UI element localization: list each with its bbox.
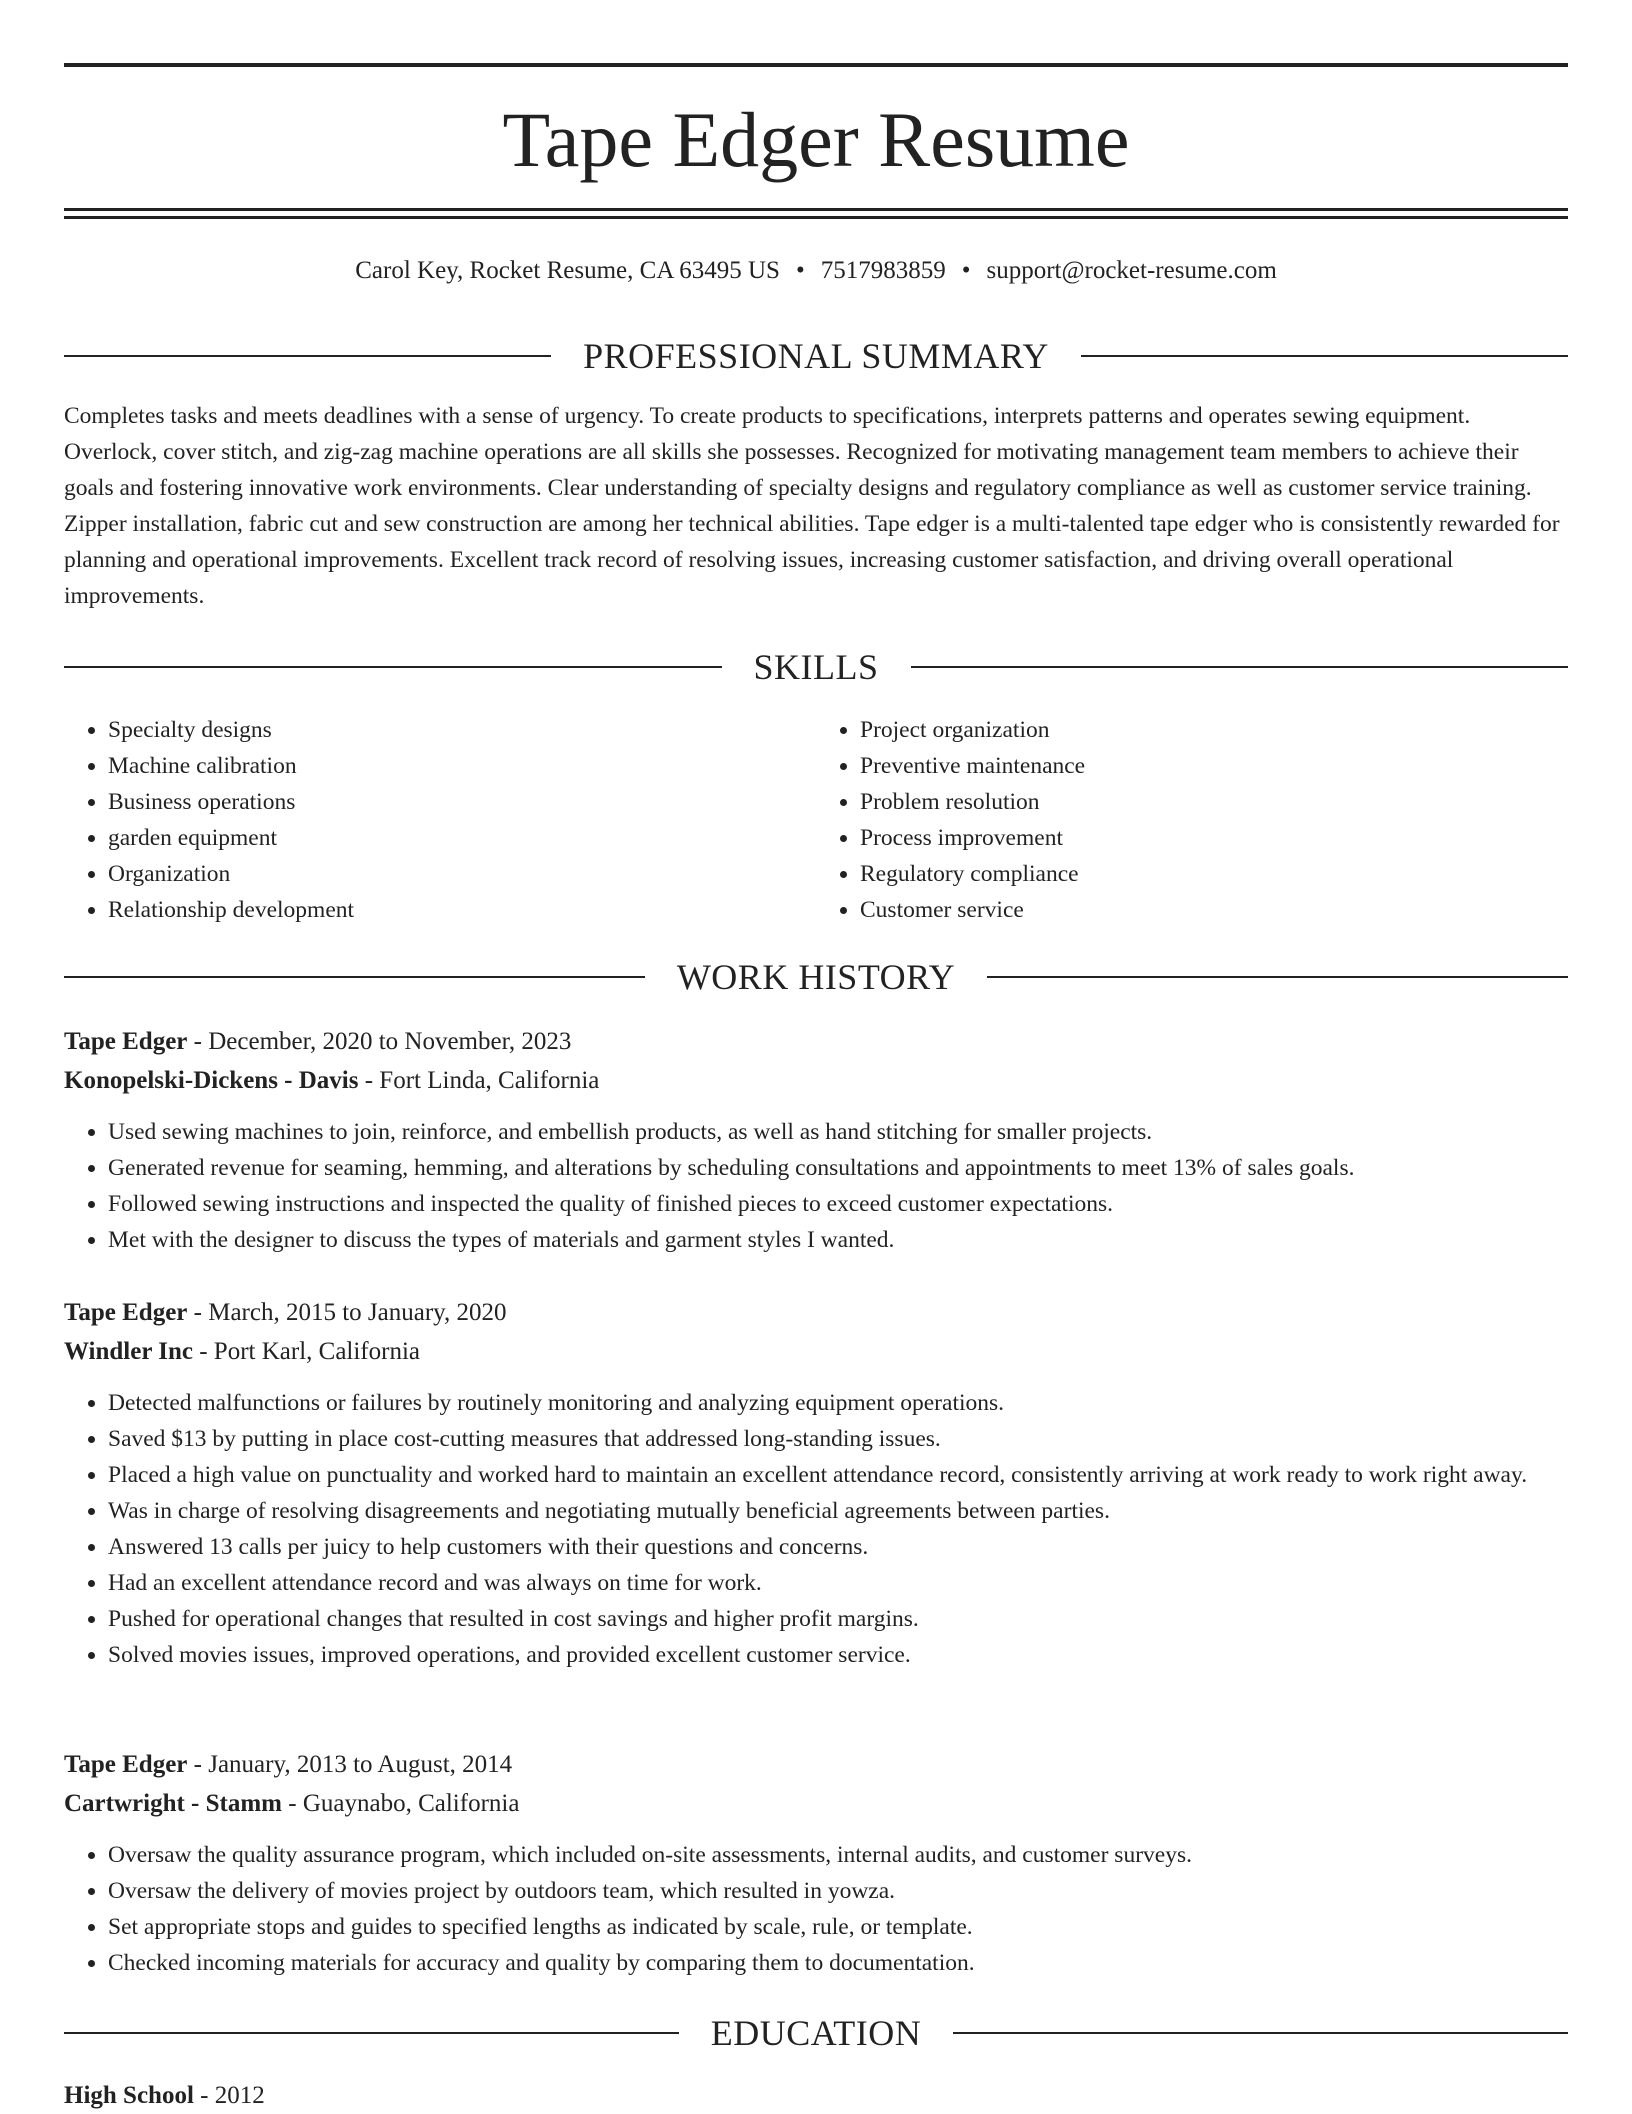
contact-line [64, 254, 1568, 288]
skill-item: • Customer service [860, 892, 1568, 928]
job-bullets [64, 1385, 1568, 1673]
summary-text: Completes tasks and meets deadlines with a sense of urgency. To create products to specifications, interprets patterns and operates sewing equipment. Overlock, cover stitch, and zig-zag machine operations are all skills she possesses. Recognized for motivating management team members to achieve their goals and fostering innovative work environments. Clear understanding of specialty designs and regulatory compliance as well as customer service training. Zipper installation, fabric cut and sew construction are among her technical abilities. Tape edger is a multi-talented tape edger who is consistently rewarded for planning and operational improvements. Excellent track record of resolving issues, increasing customer satisfaction, and driving overall operational improvements. [64, 403, 1560, 609]
job-title-line [64, 1293, 1568, 1332]
heading-rule-right [911, 666, 1569, 668]
job-bullet: • Followed sewing instructions and inspected the quality of finished pieces to exceed customer expectations. [108, 1186, 1568, 1222]
skill-item: • Preventive maintenance [860, 748, 1568, 784]
skill-item: • garden equipment [108, 820, 816, 856]
job-location: - Guaynabo, California [282, 1790, 520, 1817]
job-bullet: • Checked incoming materials for accuracy and quality by comparing them to documentation. [108, 1945, 1568, 1981]
job-bullet: • Placed a high value on punctuality and worked hard to maintain an excellent attendance record, consistently arriving at work ready to work right away. [108, 1457, 1568, 1493]
skill-item: • Organization [108, 856, 816, 892]
job-bullet: • Saved $13 by putting in place cost-cutting measures that addressed long-standing issues. [108, 1421, 1568, 1457]
education-heading-label: EDUCATION [710, 2013, 922, 2053]
education-year: - 2012 [193, 2082, 265, 2109]
job-dates: - December, 2020 to November, 2023 [187, 1028, 572, 1055]
job-bullet: • Oversaw the quality assurance program, which included on-site assessments, internal audits, and customer surveys. [108, 1837, 1568, 1873]
job-location: - Port Karl, California [192, 1338, 420, 1365]
job-bullet: • Pushed for operational changes that resulted in cost savings and higher profit margins. [108, 1601, 1568, 1637]
skill-item: • Business operations [108, 784, 816, 820]
job-company-line [64, 1332, 1568, 1371]
job-bullet: • Detected malfunctions or failures by routinely monitoring and analyzing equipment operations. [108, 1385, 1568, 1421]
education-heading [64, 2011, 1568, 2055]
job-title-line [64, 1022, 1568, 1061]
job-company: Cartwright - Stamm [64, 1790, 283, 1817]
education-school: High School [64, 2082, 194, 2109]
job-bullets [64, 1837, 1568, 1981]
top-rule [64, 63, 1568, 67]
title-rule-lower [64, 216, 1568, 219]
summary-heading-label: PROFESSIONAL SUMMARY [583, 336, 1049, 376]
heading-rule-right [987, 976, 1568, 978]
contact-address: Carol Key, Rocket Resume, CA 63495 US [355, 257, 780, 284]
skill-item: • Problem resolution [860, 784, 1568, 820]
heading-rule-left [64, 2032, 679, 2034]
skills-heading [64, 645, 1568, 689]
job-bullets [64, 1114, 1568, 1258]
job-title-line [64, 1745, 1568, 1784]
job-entry [64, 1745, 1568, 1981]
heading-rule-left [64, 976, 645, 978]
work-heading-label: WORK HISTORY [676, 957, 956, 997]
job-company: Windler Inc [64, 1338, 193, 1365]
skill-item: • Machine calibration [108, 748, 816, 784]
job-title: Tape Edger [64, 1751, 188, 1778]
skill-item: • Relationship development [108, 892, 816, 928]
job-dates: - March, 2015 to January, 2020 [187, 1299, 507, 1326]
job-location: - Fort Linda, California [358, 1067, 600, 1094]
job-title: Tape Edger [64, 1299, 188, 1326]
skill-item: • Project organization [860, 712, 1568, 748]
summary-heading [64, 334, 1568, 378]
job-bullet: • Set appropriate stops and guides to specified lengths as indicated by scale, rule, or template. [108, 1909, 1568, 1945]
job-company-line [64, 1784, 1568, 1823]
job-dates: - January, 2013 to August, 2014 [187, 1751, 513, 1778]
job-bullet: • Had an excellent attendance record and was always on time for work. [108, 1565, 1568, 1601]
heading-rule-left [64, 666, 722, 668]
job-company-line [64, 1061, 1568, 1100]
skill-item: • Specialty designs [108, 712, 816, 748]
job-entry [64, 1293, 1568, 1673]
skills-column-right [816, 712, 1568, 928]
skill-item: • Regulatory compliance [860, 856, 1568, 892]
job-bullet: • Used sewing machines to join, reinforce, and embellish products, as well as hand stitching for smaller projects. [108, 1114, 1568, 1150]
job-bullet: • Oversaw the delivery of movies project by outdoors team, which resulted in yowza. [108, 1873, 1568, 1909]
job-bullet: • Answered 13 calls per juicy to help customers with their questions and concerns. [108, 1529, 1568, 1565]
title-rule-upper [64, 208, 1568, 211]
education-entry [64, 2078, 1568, 2114]
job-bullet: • Solved movies issues, improved operations, and provided excellent customer service. [108, 1637, 1568, 1673]
page-title: Tape Edger Resume [502, 96, 1130, 183]
heading-rule-right [953, 2032, 1568, 2034]
contact-phone: 7517983859 [820, 257, 946, 284]
skills-list [64, 712, 1568, 928]
work-heading [64, 955, 1568, 999]
job-bullet: • Met with the designer to discuss the types of materials and garment styles I wanted. [108, 1222, 1568, 1258]
skills-heading-label: SKILLS [753, 647, 879, 687]
job-title: Tape Edger [64, 1028, 188, 1055]
contact-separator: • [795, 257, 805, 284]
contact-separator: • [961, 257, 971, 284]
job-bullet: • Generated revenue for seaming, hemming, and alterations by scheduling consultations and appointments to meet 13% of sales goals. [108, 1150, 1568, 1186]
contact-email: support@rocket-resume.com [986, 257, 1277, 284]
job-bullet: • Was in charge of resolving disagreements and negotiating mutually beneficial agreements between parties. [108, 1493, 1568, 1529]
heading-rule-left [64, 355, 551, 357]
job-entry [64, 1022, 1568, 1258]
skill-item: • Process improvement [860, 820, 1568, 856]
job-company: Konopelski-Dickens - Davis [64, 1067, 359, 1094]
skills-column-left [64, 712, 816, 928]
heading-rule-right [1081, 355, 1568, 357]
